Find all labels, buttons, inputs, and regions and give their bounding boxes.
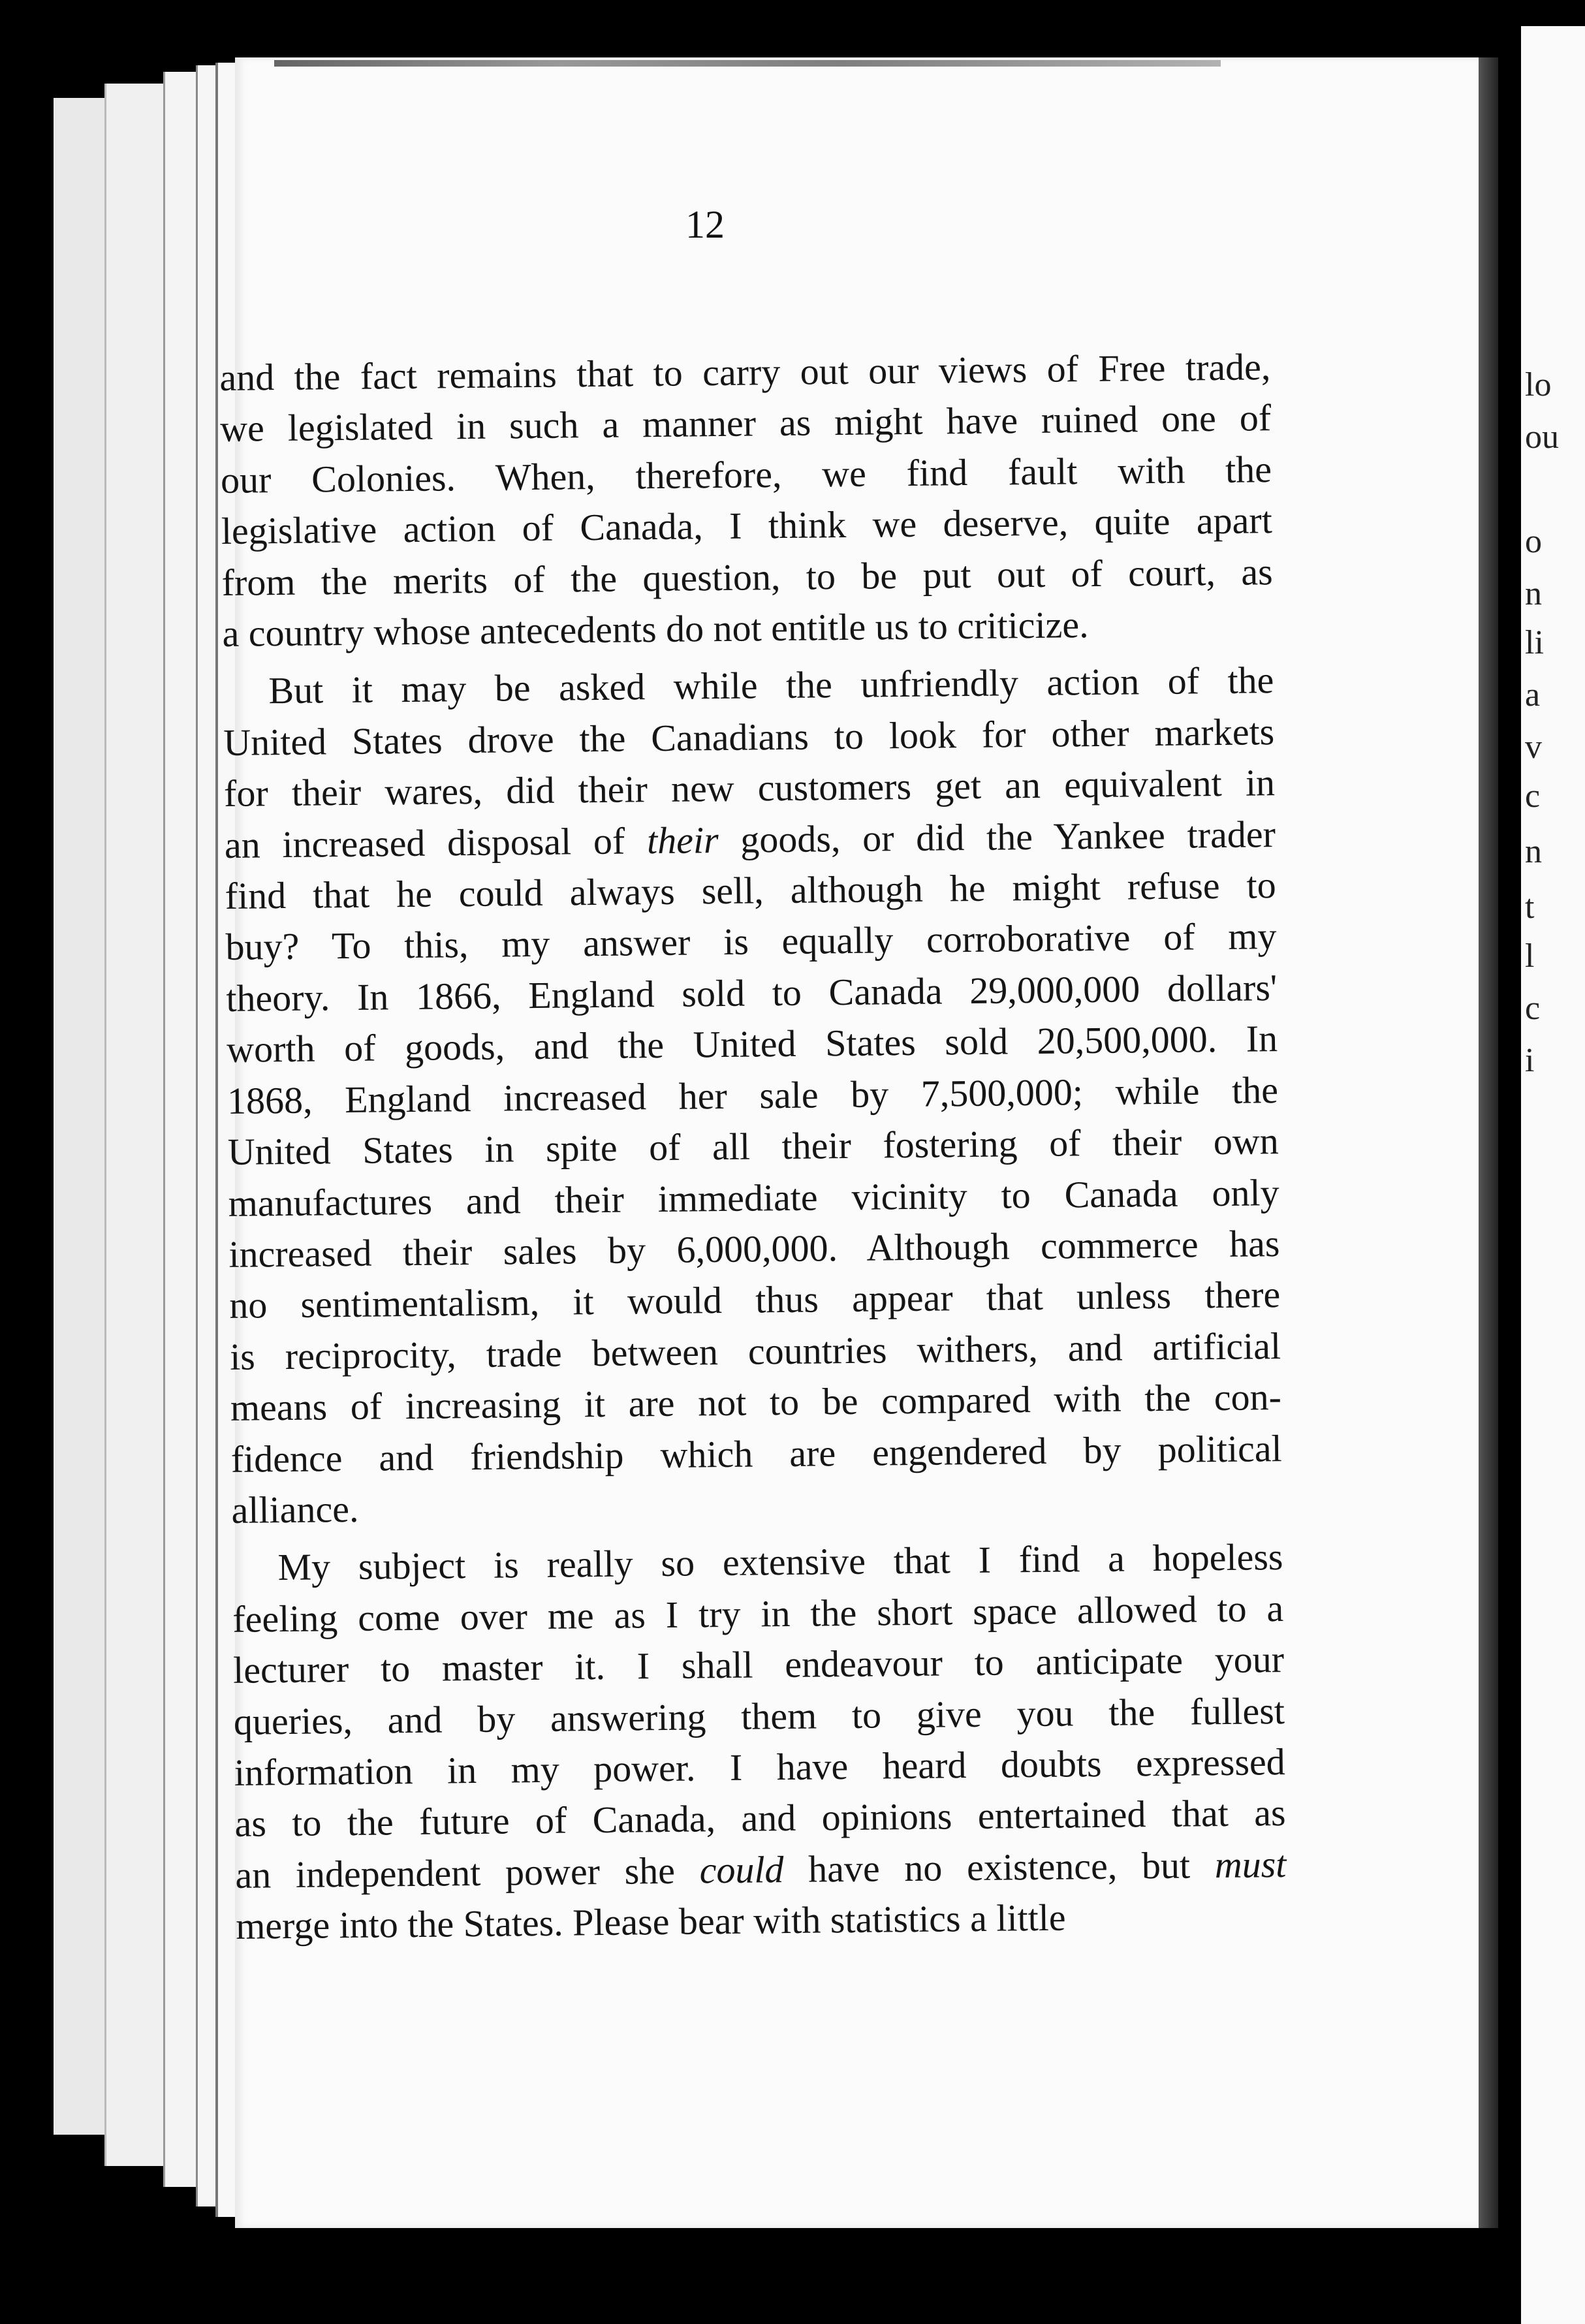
text-line: and the fact remains that to carry out our views of Free trade, (219, 345, 1271, 399)
next-page-text-fragment: c (1525, 990, 1541, 1027)
next-page-text-fragment: t (1525, 888, 1535, 926)
text-line: worth of goods, and the United States sold 20,500,000. In (226, 1017, 1278, 1071)
next-page-text-fragment: lo (1525, 366, 1552, 403)
text-line: But it may be asked while the unfriendly action of the (268, 659, 1274, 712)
page-body-text (219, 341, 1287, 1952)
text-line: 1868, England increased her sale by 7,500,000; while the (227, 1068, 1279, 1122)
next-page-text-fragment: v (1525, 729, 1542, 766)
text-line: queries, and by answering them to give you the fullest (233, 1689, 1285, 1743)
text-line: theory. In 1866, England sold to Canada 29,000,000 dollars' (226, 966, 1278, 1020)
text-line: lecturer to master it. I shall endeavour to anticipate your (232, 1638, 1285, 1692)
text-run: goods, or did the Yankee trader (718, 812, 1276, 861)
text-line: fidence and friendship which are engendered by political (230, 1426, 1283, 1481)
page-gutter-shadow (1479, 57, 1498, 2228)
text-line: as to the future of Canada, and opinions entertained that as (234, 1791, 1286, 1845)
text-line: feeling come over me as I try in the short space allowed to a (232, 1586, 1284, 1641)
text-run: have no existence, but (783, 1843, 1216, 1891)
next-page-text-fragment: a (1525, 676, 1541, 714)
next-page-text-fragment: ou (1525, 418, 1559, 456)
text-line: means of increasing it are not to be compared with the con- (230, 1375, 1282, 1430)
text-line: buy? To this, my answer is equally corroborative of my (225, 915, 1277, 969)
text-line: United States drove the Canadians to look for other markets (223, 710, 1275, 764)
next-page-text-fragment: l (1525, 937, 1535, 975)
text-line: our Colonies. When, therefore, we find fault with the (220, 447, 1272, 501)
next-page-text-fragment: n (1525, 833, 1542, 870)
text-line: information in my power. I have heard doubts expressed (234, 1740, 1286, 1794)
page-number: 12 (685, 203, 725, 246)
next-page-text-fragment: i (1525, 1042, 1535, 1079)
next-page-text-fragment: o (1525, 523, 1542, 560)
text-line: is reciprocity, trade between countries withers, and artificial (229, 1324, 1281, 1378)
text-line: legislative action of Canada, I think we deserve, quite apart (221, 499, 1273, 553)
text-line: alliance. (231, 1487, 359, 1531)
text-line: My subject is really so extensive that I find a hopeless (277, 1535, 1283, 1589)
text-line: we legislated in such a manner as might have ruined one of (219, 396, 1272, 450)
text-line: United States in spite of all their fostering of their own (227, 1120, 1279, 1174)
text-line: find that he could always sell, although he might refuse to (225, 864, 1276, 918)
text-line: for their wares, did their new customers get an equivalent in (223, 761, 1276, 815)
italic-word: could (699, 1847, 784, 1892)
text-run: an independent power she (235, 1849, 700, 1896)
text-run: an increased disposal of (224, 819, 648, 866)
next-page-text-fragment: n (1525, 575, 1542, 612)
italic-word: their (646, 818, 719, 862)
page-top-smudge (274, 60, 1221, 67)
next-page-text-fragment: c (1525, 777, 1541, 815)
italic-word: must (1214, 1842, 1287, 1886)
text-line: increased their sales by 6,000,000. Although commerce has (228, 1221, 1280, 1276)
text-line: merge into the States. Please bear with statistics a little (235, 1896, 1066, 1948)
text-line: from the merits of the question, to be put out of court, as (221, 550, 1273, 604)
next-page-fragment (1521, 26, 1585, 2324)
text-line: no sentimentalism, it would thus appear that unless there (228, 1273, 1281, 1327)
text-line: manufactures and their immediate vicinity to Canada only (228, 1170, 1279, 1225)
text-line: a country whose antecedents do not entitle us to criticize. (222, 603, 1089, 655)
next-page-text-fragment: li (1525, 624, 1544, 661)
